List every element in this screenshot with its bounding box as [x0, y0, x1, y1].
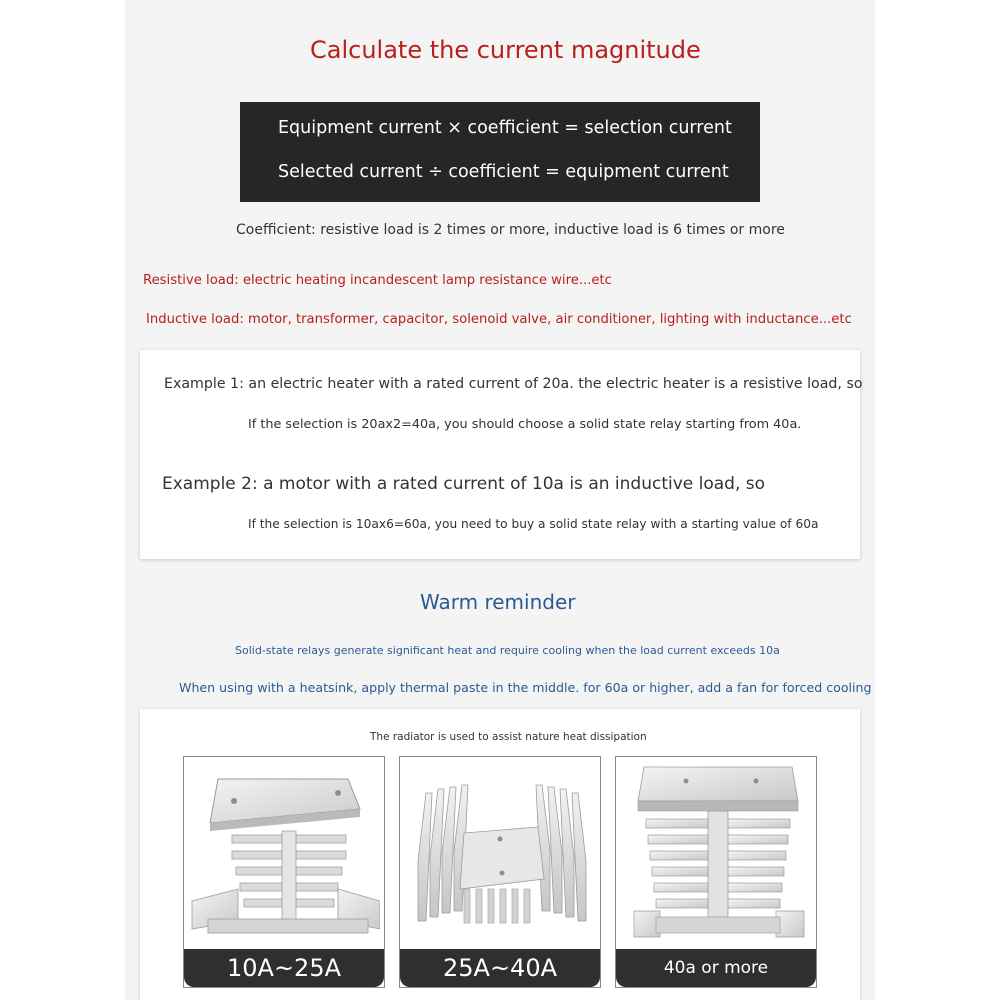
- reminder-title: Warm reminder: [420, 590, 576, 614]
- heatsink-fin-icon: [404, 761, 596, 949]
- heatsink-card-1: [183, 756, 385, 988]
- heatsink-label-2: 25A~40A: [400, 949, 600, 987]
- heatsink-label-1: 10A~25A: [184, 949, 384, 987]
- formula-box: [240, 102, 760, 202]
- formula-line-2: Selected current ÷ coefficient = equipment current: [278, 162, 729, 182]
- radiator-card: [140, 709, 860, 1000]
- heatsink-flat-icon: [188, 761, 380, 949]
- example-2-detail: If the selection is 10ax6=60a, you need to buy a solid state relay with a starting value of 60a: [248, 517, 819, 531]
- radiator-caption: The radiator is used to assist nature heat dissipation: [370, 731, 647, 743]
- examples-card: [140, 350, 863, 559]
- resistive-load-text: Resistive load: electric heating incandescent lamp resistance wire...etc: [143, 273, 612, 288]
- heatsink-card-2: [399, 756, 601, 988]
- heatsink-label-3: 40a or more: [616, 949, 816, 987]
- page-title: Calculate the current magnitude: [310, 36, 701, 64]
- example-2-title: Example 2: a motor with a rated current of 10a is an inductive load, so: [162, 474, 766, 494]
- reminder-line-1: Solid-state relays generate significant heat and require cooling when the load current exceeds 10a: [235, 644, 780, 657]
- heatsink-card-3: [615, 756, 817, 988]
- example-1-title: Example 1: an electric heater with a rated current of 20a. the electric heater is a resistive load, so: [164, 376, 863, 392]
- coefficient-note: Coefficient: resistive load is 2 times or more, inductive load is 6 times or more: [236, 222, 785, 238]
- heatsink-tower-icon: [620, 761, 812, 949]
- formula-line-1: Equipment current × coefficient = selection current: [278, 118, 732, 138]
- reminder-line-2: When using with a heatsink, apply thermal paste in the middle. for 60a or higher, add a fan for forced cooling: [179, 680, 872, 695]
- example-1-detail: If the selection is 20ax2=40a, you should choose a solid state relay starting from 40a.: [248, 417, 802, 432]
- inductive-load-text: Inductive load: motor, transformer, capacitor, solenoid valve, air conditioner, lighting with inductance...etc: [146, 312, 852, 327]
